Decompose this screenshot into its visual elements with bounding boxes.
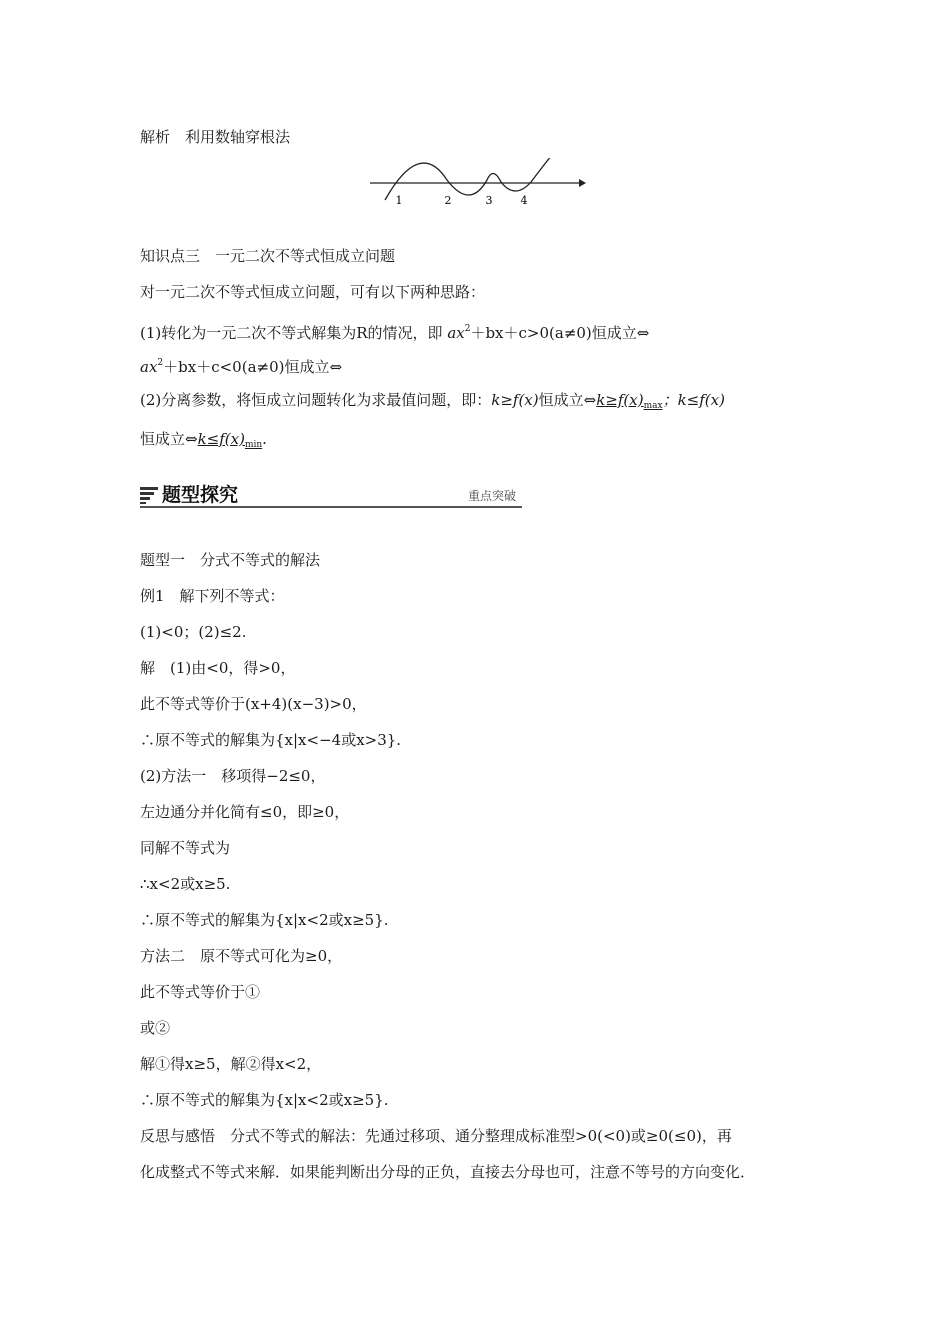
blank-answer: k≤f(x): [197, 430, 245, 448]
text-line: 此不等式等价于①: [140, 983, 261, 1001]
kp3-item1-line2: [140, 352, 342, 378]
superscript: 2: [464, 324, 471, 334]
section-banner: [140, 484, 522, 508]
text-line: 例1 解下列不等式：: [140, 587, 285, 605]
text-line: ∴x<2或x≥5.: [140, 875, 231, 893]
text-line: 方法二 原不等式可化为≥0，: [140, 947, 343, 965]
text-line: (2)方法一 移项得−2≤0，: [140, 767, 326, 785]
math-span: k≥f(x): [491, 391, 539, 409]
text-line: 同解不等式为: [140, 839, 231, 857]
text-line: 此不等式等价于(x+4)(x−3)>0，: [140, 695, 367, 713]
text-line: ∴原不等式的解集为{x|x<2或x≥5}.: [140, 1091, 389, 1109]
blank-answer: k≥f(x): [596, 391, 644, 409]
math-span: ；k≤f(x): [662, 391, 725, 409]
text-line: 题型一 分式不等式的解法: [140, 551, 321, 569]
text-line: (1)<0；(2)≤2.: [140, 623, 247, 641]
stripes-icon: [140, 487, 158, 504]
numberline-label-2: 2: [444, 194, 452, 207]
numberline-label-1: 1: [395, 194, 403, 207]
text-span: 恒成立⇔: [140, 430, 198, 448]
kp3-item2-line1: [140, 389, 725, 417]
text-line: ∴原不等式的解集为{x|x<−4或x>3}.: [140, 731, 402, 749]
kp3-lead: 对一元二次不等式恒成立问题，可有以下两种思路：: [140, 283, 486, 301]
text-line: ∴原不等式的解集为{x|x<2或x≥5}.: [140, 911, 389, 929]
superscript: 2: [157, 358, 164, 368]
text-line: 解 (1)由<0，得>0，: [140, 659, 296, 677]
kp3-title: 知识点三 一元二次不等式恒成立问题: [140, 247, 396, 265]
subscript: min: [244, 440, 263, 450]
numberline-label-4: 4: [520, 194, 528, 207]
text-span: ＋bx＋c<0(a≠0)恒成立⇔: [163, 358, 343, 376]
axis-arrow-icon: [579, 179, 586, 187]
banner-title: 题型探究: [162, 484, 239, 506]
math-span: ax: [140, 358, 158, 376]
text-line: 反思与感悟 分式不等式的解法：先通过移项、通分整理成标准型>0(<0)或≥0(≤0)，再: [140, 1127, 732, 1145]
kp3-item1-line1: [140, 318, 649, 344]
text-line: 左边通分并化简有≤0，即≥0，: [140, 803, 350, 821]
jiexi-line: 解析 利用数轴穿根法: [140, 128, 291, 146]
text-span: .: [262, 430, 267, 448]
subscript: max: [643, 401, 663, 411]
math-span: ax: [447, 324, 465, 342]
text-line: 或②: [140, 1019, 171, 1037]
banner-tag: 重点突破: [467, 489, 516, 503]
text-span: (1)转化为一元二次不等式解集为R的情况，即: [140, 324, 448, 342]
kp3-item2-line2: [140, 428, 267, 456]
text-span: (2)分离参数，将恒成立问题转化为求最值问题，即：: [140, 391, 492, 409]
text-line: 解①得x≥5，解②得x<2，: [140, 1055, 322, 1073]
text-span: 恒成立⇔: [538, 391, 597, 409]
text-span: ＋bx＋c>0(a≠0)恒成立⇔: [470, 324, 650, 342]
text-line: 化成整式不等式来解．如果能判断出分母的正负，直接去分母也可，注意不等号的方向变化．: [140, 1163, 756, 1181]
banner-rule: [140, 506, 522, 508]
number-line-figure: [365, 158, 587, 208]
numberline-label-3: 3: [485, 194, 493, 207]
